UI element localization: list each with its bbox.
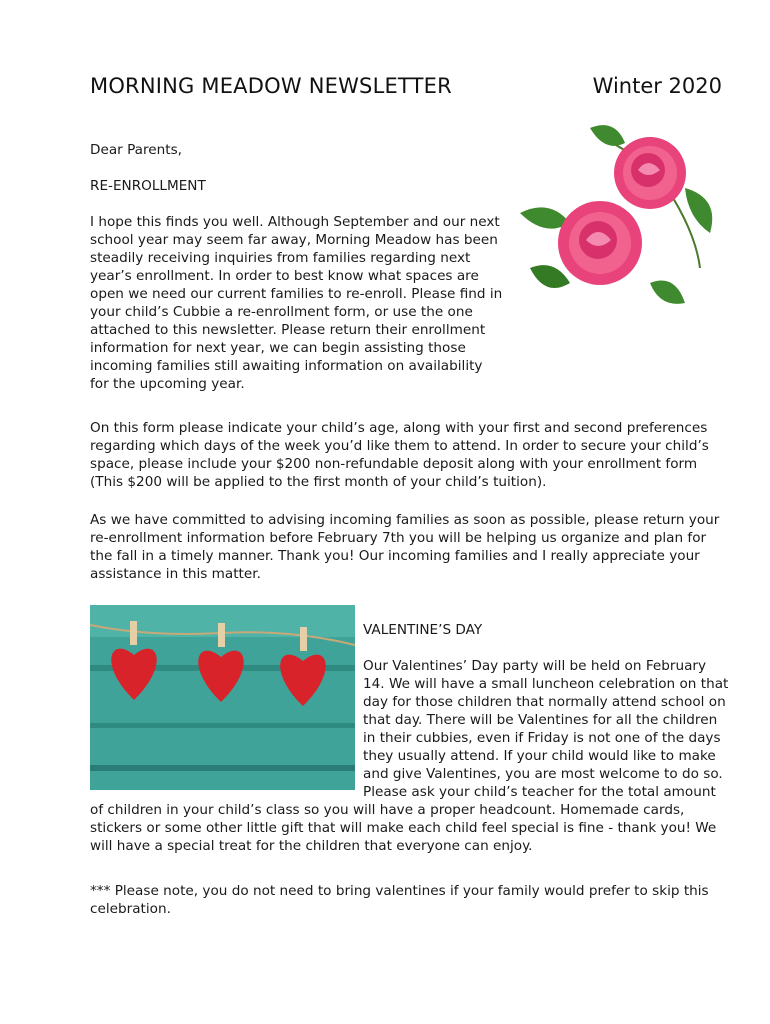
form-paragraph: On this form please indicate your child’s age, along with your first and second preferences regarding which days of the week you’d like them to attend. In order to secure your child’s space, please include your $200 non-refundable deposit along with your enrollment form (This $200 will be applied to the first month of your child’s tuition).	[90, 420, 709, 490]
greeting: Dear Parents,	[90, 142, 182, 158]
newsletter-season: Winter 2020	[592, 74, 722, 98]
note-paragraph: *** Please note, you do not need to bring valentines if your family would prefer to skip this celebration.	[90, 883, 709, 917]
reenrollment-paragraph: I hope this finds you well. Although September and our next school year may seem far away, Morning Meadow has been steadily receiving inquiries from families regarding next year’s enrollment. In order to best know what spaces are open we need our current families to re-enroll. Please find in your child’s Cubbie a re-enrollment form, or use the one attached to this newsletter. Please return their enrollment information for next year, we can begin assisting those incoming families still awaiting information on availability for the upcoming year.	[90, 214, 503, 392]
newsletter-title: MORNING MEADOW NEWSLETTER	[90, 74, 452, 98]
valentines-paragraph: Our Valentines’ Day party will be held on February 14. We will have a small luncheon celebration on that day for those children that normally attend school on that day. There will be Valentines for all the children in their cubbies, even if Friday is not one of the days they usually attend. If your child would like to make and give Valentines, you are most welcome to do so. Please ask your child’s teacher for the total amount of children in your child’s class so you will have a proper headcount. Homemade cards, stickers or some other little gift that will make each child feel special is fine - thank you! We will have a special treat for the children that everyone can enjoy.	[90, 658, 729, 854]
valentines-heading: VALENTINE’S DAY	[363, 622, 483, 638]
roses-illustration	[510, 118, 725, 323]
reenrollment-heading: RE-ENROLLMENT	[90, 178, 206, 194]
commit-paragraph: As we have committed to advising incoming families as soon as possible, please return your re-enrollment information before February 7th you will be helping us organize and plan for the fall in a timely manner. Thank you! Our incoming families and I really appreciate your assistance in this matter.	[90, 512, 720, 582]
valentines-section	[90, 621, 730, 855]
